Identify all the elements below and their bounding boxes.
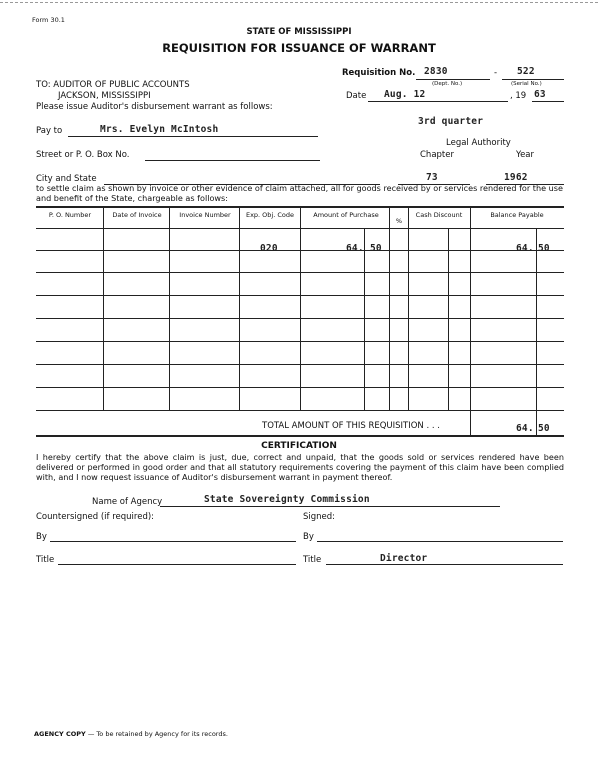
agency-copy-note: — To be retained by Agency for its records.: [87, 730, 228, 738]
row1-balance-dollars: 64.: [516, 243, 534, 254]
perforation-line: [0, 2, 598, 3]
certification-text: I hereby certify that the above claim is just, due, correct and unpaid, that the goods sold or services rendered have been delivered or performed in good order and that all statutory requirements covering the payment of this claim have been complied with, and I now request issuance of Auditor's disbursement warrant in payment thereof.: [36, 452, 564, 482]
row1-amount-cents: 50: [370, 243, 382, 254]
requisition-label: Requisition No.: [342, 68, 416, 78]
to-auditor: TO: AUDITOR OF PUBLIC ACCOUNTS: [36, 80, 190, 90]
col-invoice-date: Date of Invoice: [112, 211, 162, 219]
title-label-left: Title: [36, 555, 55, 565]
city-state-label: City and State: [36, 174, 97, 184]
total-cents: 50: [538, 423, 550, 434]
col-percent: %: [395, 217, 403, 225]
chapter-value: 73: [426, 172, 438, 183]
year-label: Year: [516, 150, 534, 160]
grid-vline: [470, 410, 471, 435]
instruction-text: Please issue Auditor's disbursement warrant as follows:: [36, 102, 273, 112]
settle-text: to settle claim as shown by invoice or other evidence of claim attached, all for goods received by or services rendered for the use and benefit of the State, chargeable as follows:: [36, 183, 563, 203]
col-cash-discount: Cash Discount: [415, 211, 463, 219]
grid-hline: [36, 435, 564, 437]
col-amount: Amount of Purchase: [313, 211, 379, 219]
grid-vline: [103, 208, 104, 410]
by-label-left: By: [36, 532, 47, 542]
legal-authority-label: Legal Authority: [446, 138, 511, 148]
form-title: REQUISITION FOR ISSUANCE OF WARRANT: [162, 41, 436, 55]
footer-note: [34, 730, 228, 738]
pay-to-value: Mrs. Evelyn McIntosh: [100, 124, 219, 135]
grid-vline: [364, 228, 365, 410]
col-invoice-number: Invoice Number: [179, 211, 231, 219]
col-po-number: P. O. Number: [48, 211, 92, 219]
chapter-label: Chapter: [420, 150, 454, 160]
date-label: Date: [346, 91, 367, 101]
title-value: Director: [380, 553, 428, 564]
serial-number: 522: [517, 66, 535, 77]
by-label-right: By: [303, 532, 314, 542]
agency-value: State Sovereignty Commission: [204, 494, 370, 505]
agency-copy-label: AGENCY COPY: [34, 730, 86, 738]
requisition-number: 2830: [424, 66, 448, 77]
row1-exp-code: 020: [260, 243, 278, 254]
street-label: Street or P. O. Box No.: [36, 150, 130, 160]
countersigned-label: Countersigned (if required):: [36, 512, 155, 522]
date-value: Aug. 12: [384, 89, 426, 100]
total-label: TOTAL AMOUNT OF THIS REQUISITION . . .: [262, 421, 441, 431]
serial-no-label: (Serial No.): [511, 81, 542, 87]
form-number: Form 30.1: [32, 16, 65, 24]
grid-vline: [536, 228, 537, 435]
grid-vline: [389, 208, 390, 410]
grid-vline: [300, 208, 301, 410]
legal-year-value: 1962: [504, 172, 528, 183]
grid-vline: [470, 208, 471, 410]
certification-title: CERTIFICATION: [261, 441, 337, 451]
grid-vline: [448, 228, 449, 410]
date-year: 63: [534, 89, 546, 100]
grid-vline: [408, 208, 409, 410]
col-exp-code: Exp. Obj. Code: [245, 211, 295, 219]
title-label-right: Title: [303, 555, 322, 565]
pay-to-label: Pay to: [36, 126, 63, 136]
grid-vline: [239, 208, 240, 410]
row1-amount-dollars: 64.: [346, 243, 364, 254]
row1-balance-cents: 50: [538, 243, 550, 254]
to-jackson: JACKSON, MISSISSIPPI: [58, 91, 151, 101]
total-dollars: 64.: [516, 423, 534, 434]
col-balance: Balance Payable: [490, 211, 544, 219]
quarter-note: 3rd quarter: [418, 116, 484, 127]
grid-hline: [36, 410, 564, 411]
state-name: STATE OF MISSISSIPPI: [246, 27, 352, 37]
signed-label: Signed:: [303, 512, 336, 522]
agency-label: Name of Agency: [92, 497, 163, 507]
grid-vline: [169, 208, 170, 410]
dept-no-label: (Dept. No.): [432, 81, 463, 87]
